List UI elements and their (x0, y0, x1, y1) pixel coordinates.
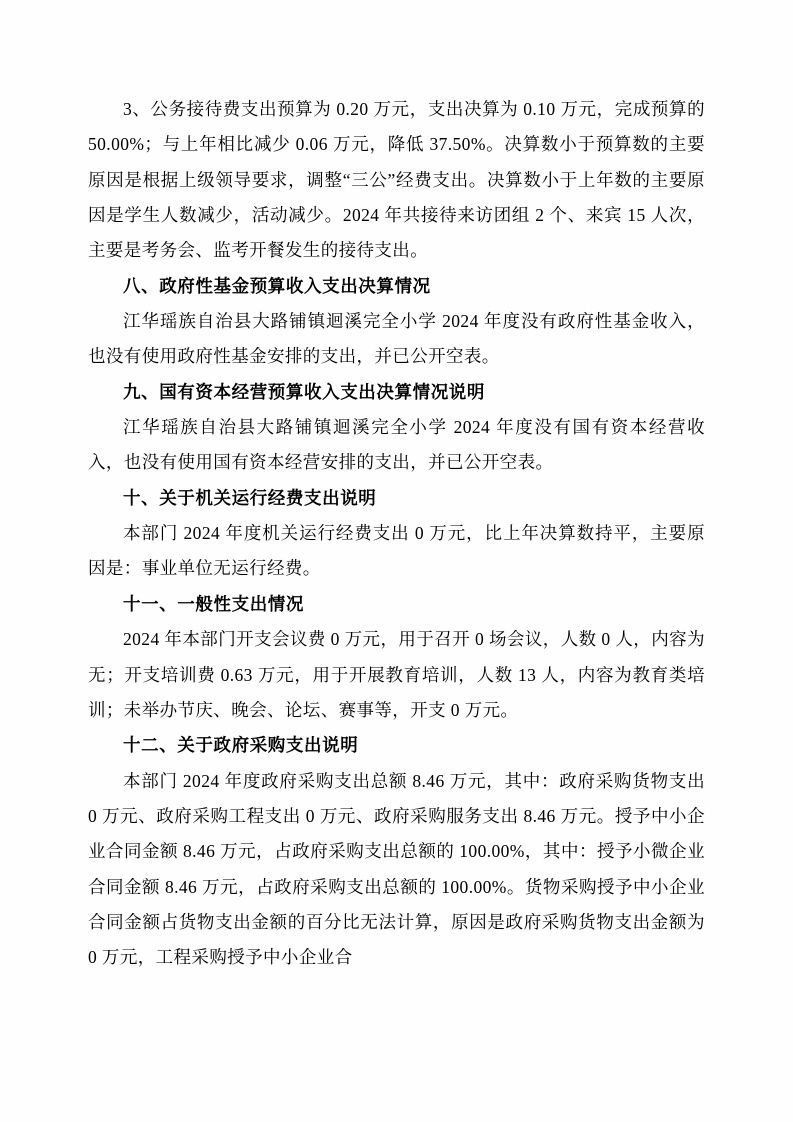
paragraph-agency-operating-expense: 本部门 2024 年度机关运行经费支出 0 万元，比上年决算数持平，主要原因是：事业单位无运行经费。 (88, 523, 705, 579)
paragraph-general-expenditure: 2024 年本部门开支会议费 0 万元，用于召开 0 场会议，人数 0 人，内容为无；开支培训费 0.63 万元，用于开展教育培训，人数 13 人，内容为教育类培训；未举办节庆、晚会、论坛、赛事等，开支 0 万元。 (88, 629, 705, 720)
paragraph-hospitality-expense: 3、公务接待费支出预算为 0.20 万元，支出决算为 0.10 万元，完成预算的 50.00%；与上年相比减少 0.06 万元，降低 37.50%。决算数小于预算数的主要原因是根据上级领导要求，调整“三公”经费支出。决算数小于上年数的主要原因是学生人数减少，活动减少。2024 年共接待来访团组 2 个、来宾 15 人次，主要是考务会、监考开餐发生的接待支出。 (88, 99, 705, 261)
paragraph-government-fund-budget: 江华瑶族自治县大路铺镇迴溪完全小学 2024 年度没有政府性基金收入，也没有使用政府性基金安排的支出，并已公开空表。 (88, 311, 705, 367)
heading-government-procurement: 十二、关于政府采购支出说明 (123, 735, 359, 756)
heading-government-fund-budget: 八、政府性基金预算收入支出决算情况 (123, 275, 431, 296)
document-body (88, 92, 705, 976)
heading-general-expenditure: 十一、一般性支出情况 (123, 593, 304, 614)
heading-agency-operating-expense: 十、关于机关运行经费支出说明 (123, 487, 377, 508)
paragraph-state-capital-operation: 江华瑶族自治县大路铺镇迴溪完全小学 2024 年度没有国有资本经营收入，也没有使用国有资本经营安排的支出，并已公开空表。 (88, 417, 705, 473)
paragraph-government-procurement: 本部门 2024 年度政府采购支出总额 8.46 万元，其中：政府采购货物支出 0 万元、政府采购工程支出 0 万元、政府采购服务支出 8.46 万元。授予中小企业合同金额 8.46 万元，占政府采购支出总额的 100.00%，其中：授予小微企业合同金额 8.46 万元，占政府采购支出总额的 100.00%。货物采购授予中小企业合同金额占货物支出金额的百分比无法计算，原因是政府采购货物支出金额为 0 万元，工程采购授予中小企业合 (88, 770, 705, 968)
heading-state-capital-operation: 九、国有资本经营预算收入支出决算情况说明 (123, 381, 485, 402)
